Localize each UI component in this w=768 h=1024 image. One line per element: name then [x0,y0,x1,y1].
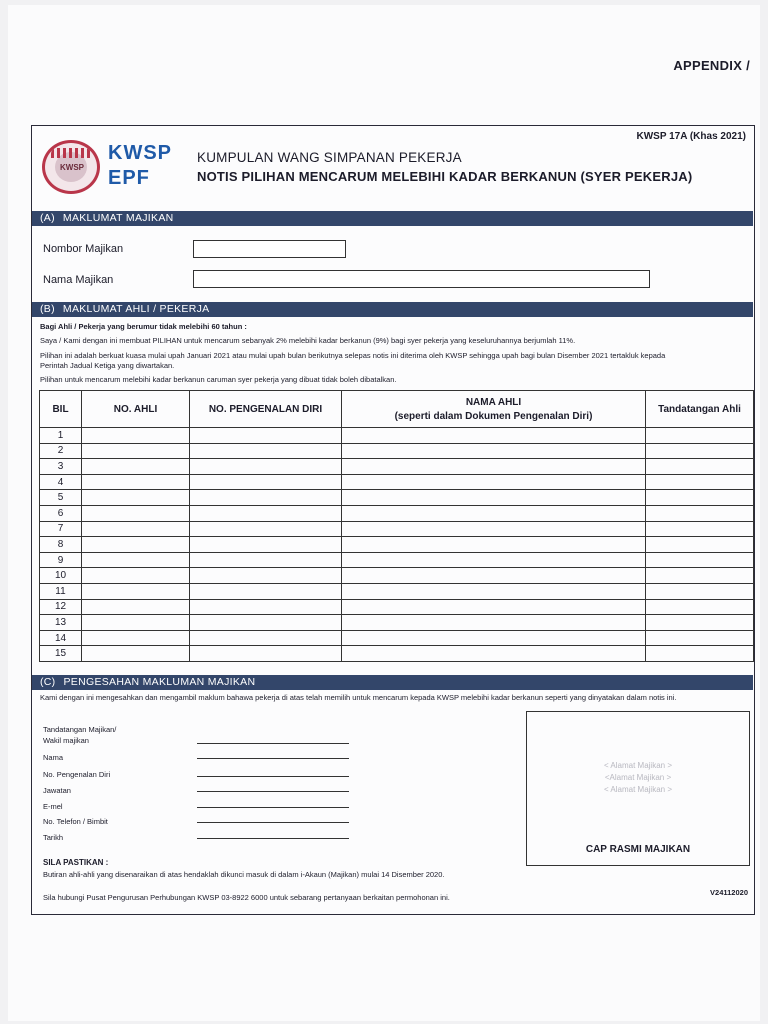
member-number-cell[interactable] [82,521,190,537]
member-name-cell[interactable] [342,521,646,537]
member-name-cell[interactable] [342,646,646,662]
signature-cell[interactable] [646,568,754,584]
stamp-label: CAP RASMI MAJIKAN [585,844,691,855]
kwsp-form [31,125,755,915]
table-row [40,630,754,646]
signature-cell[interactable] [646,521,754,537]
table-row [40,646,754,662]
form-title: NOTIS PILIHAN MENCARUM MELEBIHI KADAR BERKANUN (SYER PEKERJA) [197,169,693,184]
phone-line[interactable] [197,822,349,823]
id-number-cell[interactable] [190,443,342,459]
member-number-cell[interactable] [82,428,190,444]
member-number-cell[interactable] [82,537,190,553]
member-name-cell[interactable] [342,428,646,444]
member-name-cell[interactable] [342,630,646,646]
member-number-cell[interactable] [82,505,190,521]
row-number: 14 [40,630,82,646]
member-name-cell[interactable] [342,583,646,599]
id-number-cell[interactable] [190,459,342,475]
employer-name-label: Nama Majikan [43,274,114,286]
appendix-label: APPENDIX / [673,58,750,73]
signature-cell[interactable] [646,537,754,553]
address-placeholder-3: < Alamat Majikan > [603,785,673,794]
id-number-cell[interactable] [190,599,342,615]
member-name-cell[interactable] [342,615,646,631]
employer-number-field[interactable] [193,240,346,258]
signature-cell[interactable] [646,443,754,459]
section-a-header: (A) MAKLUMAT MAJIKAN [32,211,753,226]
position-label: Jawatan [43,786,71,795]
table-row [40,428,754,444]
signature-cell[interactable] [646,615,754,631]
id-number-cell[interactable] [190,490,342,506]
id-number-cell[interactable] [190,615,342,631]
signature-cell[interactable] [646,459,754,475]
signature-label-2: Wakil majikan [43,736,89,745]
member-name-cell[interactable] [342,505,646,521]
table-row [40,490,754,506]
form-code: KWSP 17A (Khas 2021) [636,131,746,142]
member-number-cell[interactable] [82,474,190,490]
signature-cell[interactable] [646,428,754,444]
table-row [40,599,754,615]
signature-cell[interactable] [646,599,754,615]
member-name-cell[interactable] [342,552,646,568]
id-number-cell[interactable] [190,474,342,490]
member-number-cell[interactable] [82,443,190,459]
address-placeholder-1: < Alamat Majikan > [603,761,673,770]
address-placeholder-2: <Alamat Majikan > [604,773,672,782]
document-page [8,5,760,1021]
signature-cell[interactable] [646,583,754,599]
employer-stamp-box[interactable] [526,711,750,866]
member-number-cell[interactable] [82,615,190,631]
id-number-cell[interactable] [190,505,342,521]
signature-cell[interactable] [646,630,754,646]
row-number: 12 [40,599,82,615]
ensure-title: SILA PASTIKAN : [43,858,109,867]
member-name-cell[interactable] [342,459,646,475]
id-line[interactable] [197,776,349,777]
kwsp-emblem-icon: KWSP [42,140,100,194]
name-label: Nama [43,753,64,762]
phone-label: No. Telefon / Bimbit [43,817,108,826]
logo-epf-text: EPF [108,167,150,189]
id-number-cell[interactable] [190,568,342,584]
section-b-text-2b: Perintah Jadual Ketiga yang diwartakan. [40,361,175,370]
logo-kwsp-text: KWSP [108,142,172,164]
position-line[interactable] [197,791,349,792]
member-name-cell[interactable] [342,490,646,506]
row-number: 1 [40,428,82,444]
member-name-cell[interactable] [342,537,646,553]
section-b-text-2a: Pilihan ini adalah berkuat kuasa mulai upah Januari 2021 atau mulai upah bulan berikutnya selepas notis ini diterima oleh KWSP sehingga upah bagi bulan Disember 2021 tertakluk kepada [40,351,666,360]
row-number: 10 [40,568,82,584]
id-number-cell[interactable] [190,630,342,646]
id-number-cell[interactable] [190,552,342,568]
member-number-cell[interactable] [82,459,190,475]
col-no-ahli: NO. AHLI [82,391,190,428]
section-b-text-1: Saya / Kami dengan ini membuat PILIHAN untuk mencarum sebanyak 2% melebihi kadar berkanun (9%) bagi syer pekerja yang keseluruhannya berjumlah 11%. [40,336,576,345]
member-name-cell[interactable] [342,443,646,459]
footer-contact: Sila hubungi Pusat Pengurusan Perhubungan KWSP 03-8922 6000 untuk sebarang pertanyaan berkaitan permohonan ini. [43,893,450,902]
member-name-cell[interactable] [342,568,646,584]
section-c-text: Kami dengan ini mengesahkan dan mengambil maklum bahawa pekerja di atas telah memilih untuk mencarum kepada KWSP melebihi kadar berkanun seperti yang dinyatakan dalam notis ini. [40,693,677,702]
id-number-cell[interactable] [190,583,342,599]
id-number-cell[interactable] [190,537,342,553]
kwsp-logo [42,140,177,196]
table-row [40,583,754,599]
section-c-header: (C) PENGESAHAN MAKLUMAN MAJIKAN [32,675,753,690]
member-number-cell[interactable] [82,599,190,615]
section-b-note: Bagi Ahli / Pekerja yang berumur tidak melebihi 60 tahun : [40,322,247,331]
signature-cell[interactable] [646,490,754,506]
member-number-cell[interactable] [82,490,190,506]
date-label: Tarikh [43,833,64,842]
organization-name: KUMPULAN WANG SIMPANAN PEKERJA [197,150,462,165]
table-row [40,521,754,537]
name-line[interactable] [197,758,349,759]
table-row [40,443,754,459]
member-name-cell[interactable] [342,474,646,490]
signature-cell[interactable] [646,474,754,490]
ensure-text: Butiran ahli-ahli yang disenaraikan di atas hendaklah dikunci masuk di dalam i-Akaun (Majikan) mulai 14 Disember 2020. [43,870,445,879]
signature-cell[interactable] [646,552,754,568]
member-number-cell[interactable] [82,552,190,568]
member-number-cell[interactable] [82,583,190,599]
employer-name-field[interactable] [193,270,650,288]
date-line[interactable] [197,838,349,839]
row-number: 5 [40,490,82,506]
member-name-cell[interactable] [342,599,646,615]
section-b-text-3: Pilihan untuk mencarum melebihi kadar berkanun caruman syer pekerja yang dibuat tidak boleh dibatalkan. [40,375,397,384]
signature-line[interactable] [197,743,349,744]
id-number-cell[interactable] [190,646,342,662]
col-bil: BIL [40,391,82,428]
row-number: 4 [40,474,82,490]
signature-cell[interactable] [646,646,754,662]
table-row [40,505,754,521]
row-number: 8 [40,537,82,553]
table-header-row [40,391,754,428]
row-number: 3 [40,459,82,475]
row-number: 2 [40,443,82,459]
row-number: 11 [40,583,82,599]
table-row [40,568,754,584]
member-number-cell[interactable] [82,646,190,662]
row-number: 6 [40,505,82,521]
member-table [39,390,754,662]
id-number-cell[interactable] [190,428,342,444]
row-number: 9 [40,552,82,568]
footer-version: V24112020 [710,888,748,897]
id-label: No. Pengenalan Diri [43,770,111,779]
signature-label-1: Tandatangan Majikan/ [43,725,117,734]
col-tandatangan: Tandatangan Ahli [646,391,754,428]
col-no-pengenalan: NO. PENGENALAN DIRI [190,391,342,428]
table-row [40,615,754,631]
member-number-cell[interactable] [82,568,190,584]
row-number: 7 [40,521,82,537]
signature-cell[interactable] [646,505,754,521]
table-row [40,474,754,490]
id-number-cell[interactable] [190,521,342,537]
table-row [40,552,754,568]
member-number-cell[interactable] [82,630,190,646]
row-number: 15 [40,646,82,662]
email-line[interactable] [197,807,349,808]
employer-number-label: Nombor Majikan [43,243,124,255]
row-number: 13 [40,615,82,631]
table-row [40,459,754,475]
table-row [40,537,754,553]
email-label: E-mel [43,802,63,811]
col-nama-ahli: NAMA AHLI (seperti dalam Dokumen Pengenalan Diri) [342,391,646,428]
section-b-header: (B) MAKLUMAT AHLI / PEKERJA [32,302,753,317]
